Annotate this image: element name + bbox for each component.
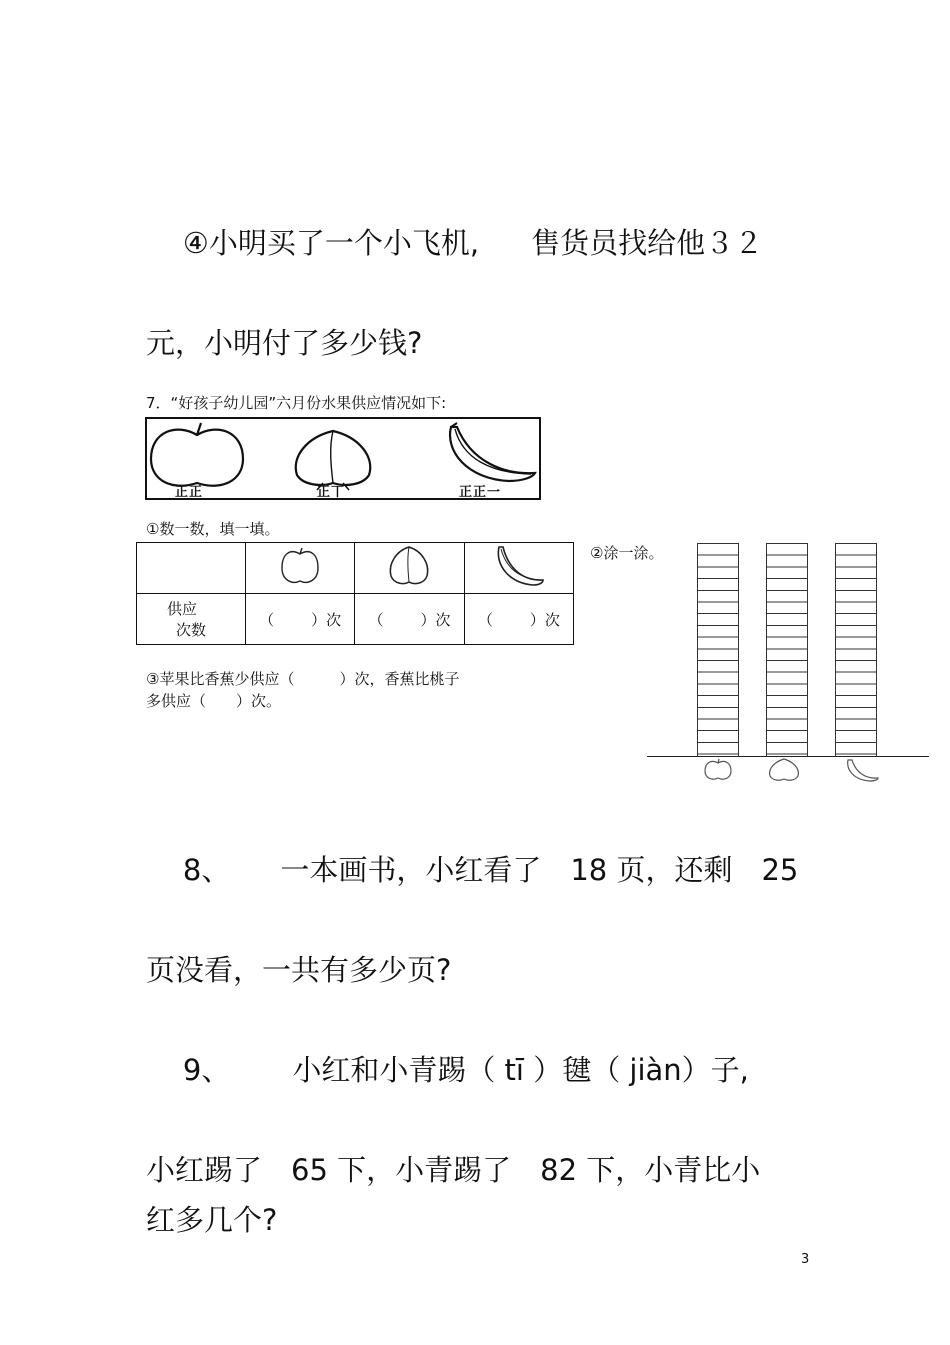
tally-apple: 正正 bbox=[175, 485, 204, 500]
fruit-tally-box bbox=[145, 417, 541, 500]
q4-line1-a: ④小明买了一个小飞机, bbox=[182, 226, 480, 260]
q7-sub3-line1: ③苹果比香蕉少供应（ ）次，香蕉比桃子 bbox=[146, 670, 460, 688]
q7-sub2: ②涂一涂。 bbox=[590, 544, 664, 562]
q8-number: 8、 bbox=[182, 853, 231, 887]
question-8 bbox=[146, 795, 798, 995]
peach-count-cell[interactable]: （ ）次 bbox=[355, 594, 464, 645]
q9-line2: 小红踢了 65 下，小青踢了 82 下，小青比小 bbox=[146, 1153, 761, 1187]
question-4 bbox=[146, 168, 763, 368]
q9-number: 9、 bbox=[182, 1053, 231, 1087]
apple-count-cell[interactable]: （ ）次 bbox=[246, 594, 355, 645]
q8-line1: 一本画书，小红看了 18 页，还剩 25 bbox=[280, 853, 799, 887]
table-row bbox=[137, 594, 574, 645]
tally-peach: 正丅 bbox=[317, 485, 346, 500]
question-9 bbox=[146, 995, 760, 1245]
banana-color-column[interactable] bbox=[835, 543, 877, 757]
q7-sub3-line2: 多供应（ ）次。 bbox=[146, 692, 282, 710]
q8-line2: 页没看，一共有多少页? bbox=[146, 953, 452, 987]
peach-color-column[interactable] bbox=[766, 543, 808, 757]
q9-line1: 小红和小青踢（ tī ）毽（ jiàn）子, bbox=[292, 1053, 749, 1087]
table-header-peach bbox=[355, 543, 464, 594]
banana-count-cell[interactable]: （ ）次 bbox=[464, 594, 573, 645]
q9-line3: 红多几个? bbox=[146, 1203, 278, 1237]
peach-icon bbox=[386, 544, 432, 588]
apple-icon bbox=[280, 546, 320, 586]
peach-icon bbox=[766, 757, 802, 783]
banana-icon bbox=[493, 543, 545, 589]
table-corner-cell bbox=[137, 543, 246, 594]
tally-banana: 正正一 bbox=[459, 485, 502, 500]
banana-icon bbox=[844, 758, 880, 784]
q4-line1-b: 售货员找给他３２ bbox=[531, 226, 764, 260]
q7-sub1: ①数一数，填一填。 bbox=[146, 520, 280, 538]
apple-color-column[interactable] bbox=[697, 543, 739, 757]
page-number: 3 bbox=[801, 1252, 810, 1267]
table-row-label: 供应 次数 bbox=[137, 594, 246, 645]
table-header-apple bbox=[246, 543, 355, 594]
table-row bbox=[137, 543, 574, 594]
count-table bbox=[136, 542, 574, 645]
apple-icon bbox=[703, 758, 733, 782]
table-header-banana bbox=[464, 543, 573, 594]
q4-line2: 元，小明付了多少钱? bbox=[146, 326, 423, 360]
q7-sub3 bbox=[146, 668, 459, 712]
q7-title: 7．“好孩子幼儿园”六月份水果供应情况如下: bbox=[146, 394, 447, 412]
